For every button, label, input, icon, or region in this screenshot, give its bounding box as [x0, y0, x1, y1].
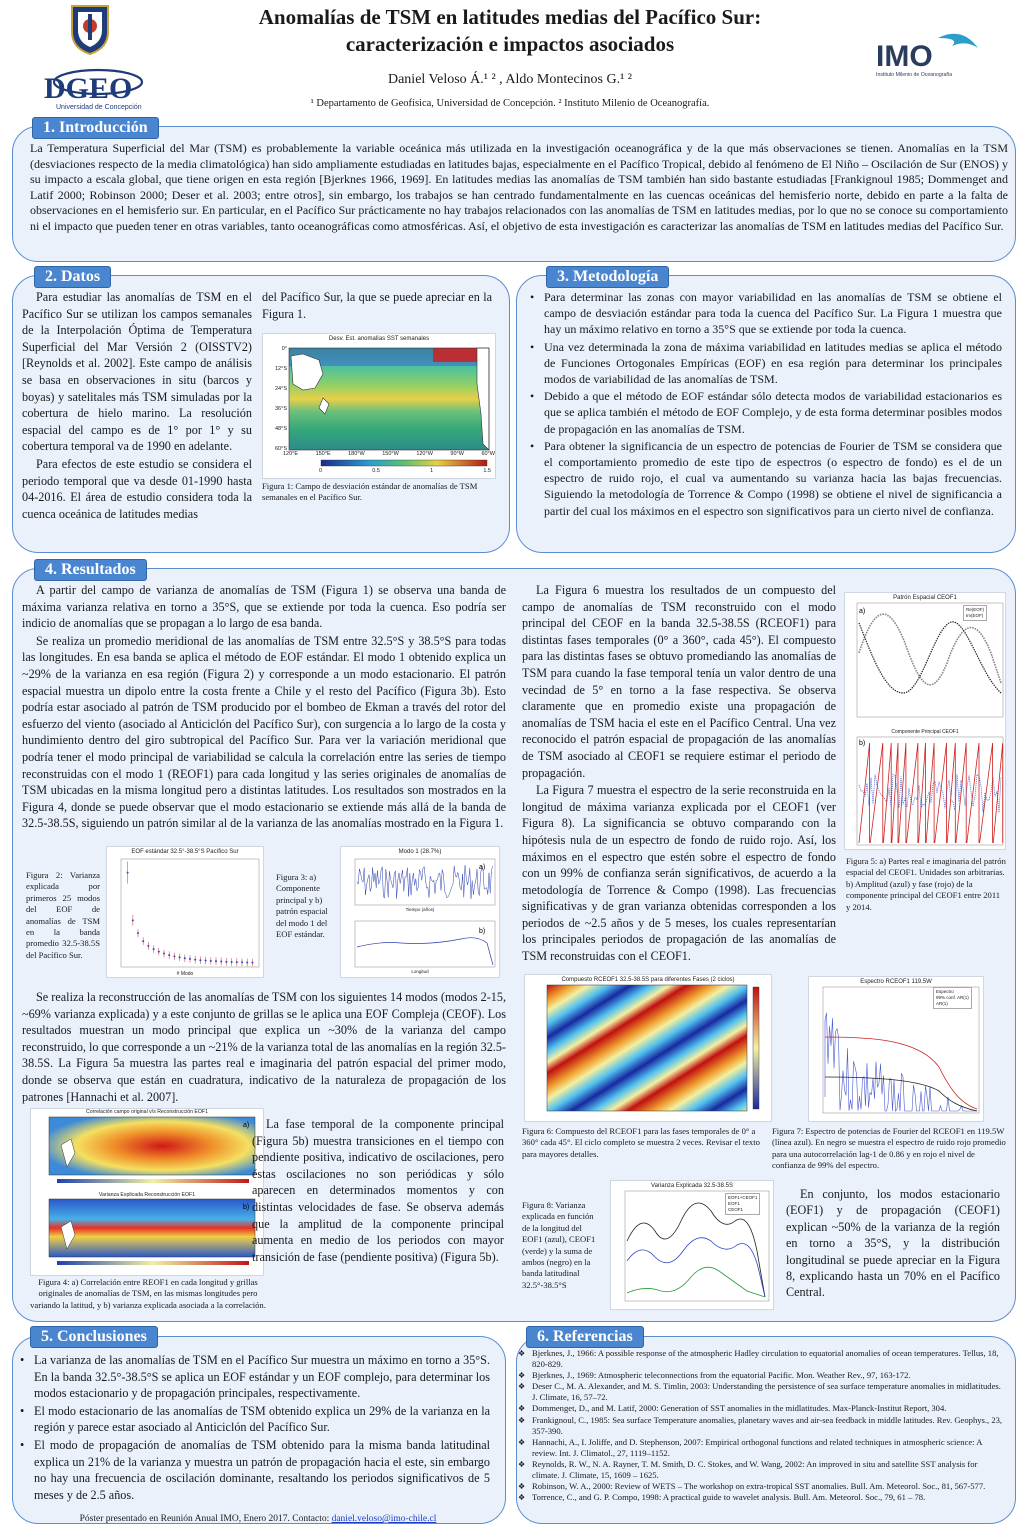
fig2-point	[205, 960, 207, 962]
fig1-cbar-tick: 0	[319, 468, 323, 474]
fig1-lat-tick: 60°S	[275, 446, 287, 452]
fig2-point	[168, 954, 170, 956]
title-line-2: caracterización e impactos asociados	[345, 32, 675, 56]
fig8-legend-item: EOF1+CEOF1	[728, 1195, 758, 1200]
fig5-title-a: Patrón Espacial CEOF1	[893, 595, 957, 601]
fig2-point	[147, 945, 149, 947]
fig2-plot	[107, 847, 265, 979]
resultados-p3: Se realiza la reconstrucción de las anomalías de TSM con los siguientes 14 modos (modos 2-15, ~69% varianza explicada) y a este conjunto de grillas se le aplica una EOF Compleja (CEOF). Los resultados muestran un modo principal que explica un ~30% de la varianza del campo reconstruido, lo que corresponde a un ~21% de la varianza total de las anomalías en la región 32.5-38.5S. La Figura 5a muestra las partes real e imaginaria del patrón espacial del primer modo, donde se observa que están en cuadratura, indicativo de la naturaleza de propagación de los patrones [Hannachi et al. 2007].	[22, 990, 506, 1104]
fig1-cbar-tick: 0.5	[372, 468, 380, 474]
reference-item: ❖ Robinson, W. A., 2000: Review of WETS – The workshop on extra-tropical SST anomalies. Bull. Am. Meteorol. Soc., 81, 567-577.	[518, 1481, 1006, 1492]
fig4-title-b: Varianza Explicada Reconstrucción EOF1	[98, 1192, 196, 1198]
fig8-title: Varianza Explicada 32.5-38.5S	[651, 1183, 733, 1189]
uc-crest-logo	[68, 2, 112, 56]
fig1-lat-tick: 48°S	[275, 426, 287, 432]
fig5-title-b: Componente Principal CEOF1	[891, 729, 959, 735]
metodologia-item: • Para determinar las zonas con mayor variabilidad en las anomalías de TSM se obtiene el campo de desviación estándar para toda la cuenca del Pacífico Sur. La Figura 1 muestra que hay un máximo relativo en torno a 35°S que se extiende por toda la cuenca.	[528, 289, 1002, 338]
fig1-cbar-tick: 1.5	[483, 468, 491, 474]
fig4-caption: Figura 4: a) Correlación entre REOF1 en cada longitud y grillas originales de anomalías de TSM, en las mismas longitudes pero variando la latitud, y b) varianza explicada asociada a la correlación.	[30, 1277, 266, 1310]
fig5-legend-item: Im(EOF)	[966, 613, 984, 618]
fig1-lat-tick: 0°	[281, 346, 287, 352]
dgeo-logo-subtext: Universidad de Concepción	[56, 104, 142, 111]
fig7-title: Espectro RCEOF1 119.5W	[860, 979, 932, 985]
fig1-cbar-tick: 1	[430, 468, 434, 474]
fig2-point	[225, 961, 227, 963]
footer-text: Póster presentado en Reunión Anual IMO, Enero 2017. Contacto:	[79, 1514, 332, 1524]
imo-logo-subtext: Instituto Milenio de Oceanografía	[876, 72, 953, 78]
resultados-p4: La fase temporal de la componente principal (Figura 5b) muestra transiciones en el tiempo con pendiente positiva, indicativo de oscilaciones, pero éstas oscilaciones no son periódicas y sólo aparecen en determinados momentos y con distintas velocidades de fase. Se observa además que la amplitud de la componente principal aumenta en medio de los periodos con mayor transición de fase (pendiente positiva) (Figura 5b).	[252, 1117, 504, 1264]
fig2-point	[215, 960, 217, 962]
reference-item: ❖ Reynolds, R. W., N. A. Rayner, T. M. Smith, D. C. Stokes, and W. Wang, 2002: An improved in situ and satellite SST analysis for climate. J. Climate, 15, 1609 – 1625.	[518, 1459, 1006, 1481]
fig1-lon-tick: 120°W	[416, 451, 433, 457]
svg-text:b): b)	[243, 1204, 250, 1211]
fig5-caption: Figura 5: a) Partes real e imaginaria del patrón espacial del CEOF1. Unidades son arbitrarias. b) Amplitud (azul) y fase (rojo) de la componente principal del CEOF1 entre 2011 y 2014.	[846, 856, 1006, 912]
fig2-point	[241, 961, 243, 963]
fig5-legend	[963, 605, 987, 621]
fig8-caption: Figura 8: Varianza explicada en función de la longitud del EOF1 (azul), CEOF1 (verde) y la suma de ambos (negro) en la banda latitudinal 32.5°-38.5°S	[522, 1200, 596, 1290]
fig8-legend-item: CEOF1	[728, 1207, 744, 1212]
fig1-lon-tick: 150°E	[315, 451, 331, 457]
fig2-point	[153, 948, 155, 950]
fig2-xlabel: # Modo	[176, 971, 194, 977]
fig6-title: Compuesto RCEOF1 32.5-38.5S para diferentes Fases (2 ciclos)	[561, 977, 735, 983]
figure-3	[340, 846, 500, 978]
fig2-point	[132, 919, 134, 921]
fig8-legend-item: EOF1	[728, 1201, 740, 1206]
reference-item: ❖ Deser C., M. A. Alexander, and M. S. Timlin, 2003: Understanding the persistence of sea surface temperature anomalies in midlatitudes. J. Climate, 16, 57–72.	[518, 1381, 1006, 1403]
fig2-point	[189, 958, 191, 960]
figure-1	[262, 333, 496, 479]
fig2-point	[184, 957, 186, 959]
fig1-lon-tick: 150°W	[382, 451, 399, 457]
fig2-point	[127, 872, 129, 874]
imo-logo	[874, 30, 984, 80]
svg-text:b): b)	[859, 740, 866, 747]
datos-p2: Para efectos de este estudio se considera el periodo temporal que va desde 01-1990 hasta 04-2016. El área de estudio considera toda la cuenca oceánica de latitudes medias	[22, 456, 252, 521]
fig1-lat-tick: 24°S	[275, 386, 287, 392]
imo-logo-text: IMO	[876, 40, 933, 73]
figure-2	[106, 846, 264, 978]
fig1-lon-tick: 60°W	[481, 451, 495, 457]
svg-text:a): a)	[243, 1122, 250, 1129]
figure-4	[30, 1108, 264, 1276]
fig2-caption: Figura 2: Varianza explicada por primeros 25 modos del EOF de anomalías de TSM en la banda promedio 32.5-38.5S del Pacífico Sur.	[26, 870, 100, 960]
conclusion-item: • El modo de propagación de anomalías de TSM obtenido para la misma banda latitudinal explica un 21% de la varianza y muestra un patrón de propagación hacia el este, sin embargo no hay una frecuencia de oscilación dominante, resaltando los periodos significativos de 5 meses y de 2.5 años.	[18, 1437, 490, 1503]
fig2-title: EOF estándar 32.5°-38.5°S Pacífico Sur	[131, 849, 239, 855]
footer-email-link[interactable]: daniel.veloso@imo-chile.cl	[331, 1514, 437, 1524]
fig1-caption: Figura 1: Campo de desviación estándar de anomalías de TSM semanales en el Pacífico Sur.	[262, 481, 478, 503]
reference-item: ❖ Bjerknes, J., 1966: A possible response of the atmospheric Hadley circulation to equatorial anomalies of ocean temperatures. Tellus, 18, 820-829.	[518, 1348, 1006, 1370]
fig7-legend-item: 99% conf. AR(1)	[936, 995, 969, 1000]
fig5-legend-item: Re(EOF)	[966, 607, 984, 612]
fig2-point	[194, 959, 196, 961]
fig2-point	[179, 956, 181, 958]
referencias-list	[518, 1348, 1006, 1503]
fig1-cbar-ticks	[319, 468, 491, 476]
intro-heading: 1. Introducción	[32, 117, 159, 139]
referencias-heading: 6. Referencias	[526, 1326, 644, 1348]
dgeo-logo	[40, 64, 144, 112]
metodologia-list	[528, 289, 1002, 520]
svg-text:b): b)	[479, 928, 486, 935]
affiliations: ¹ Departamento de Geofísica, Universidad de Concepción. ² Instituto Milenio de Oceanografía.	[310, 98, 710, 109]
resultados-left-text	[22, 582, 506, 833]
conclusiones-list	[18, 1352, 490, 1504]
authors: Daniel Veloso Á.¹ ² , Aldo Montecinos G.¹ ²	[387, 72, 632, 87]
resultados-p2: Se realiza un promedio meridional de las anomalías de TSM entre 32.5°S y 38.5°S para todas las longitudes. En esa banda se aplica el método de EOF estándar. El modo 1 obtenido explica un ~29% de la varianza en esa región (Figura 2) y corresponde a un modo estacionario. El patrón espacial muestra un dipolo entre la costa frente a Chile y el resto del Pacífico (Figura 3b). Esto podría estar asociado al patrón de TSM producido por el bombeo de Ekman a través del rotor del esfuerzo del viento (asociado al Anticiclón del Pacífico Sur), con surgencia a lo largo de la costa y hundimiento dentro del giro subtropical del Pacífico Sur. Para ver la variación meridional que podría tener el modo principal de variabilidad se calcula la correlación entre las series de tiempo reconstruidas con el modo 1 (REOF1) para cada longitud y las series originales de anomalías de TSM ubicadas en la misma longitud pero a distintas latitudes. Los resultados son mostrados en la Figura 4, donde se puede observar que el modo estacionario se extiende más allá de la banda de 32.5-38.5S, siguiendo un patrón similar al de la varianza de las anomalías mostrado en la Figura 1.	[22, 633, 506, 831]
figure-6	[524, 974, 772, 1122]
reference-item: ❖ Torrence, C., and G. P. Compo, 1998: A practical guide to wavelet analysis. Bull. Am. Meteorol. Soc., 79, 61 – 78.	[518, 1492, 1006, 1503]
figure-7	[808, 976, 984, 1122]
reference-item: ❖ Bjerknes, J., 1969: Atmospheric teleconnections from the equatorial Pacific. Mon. Weather Rev., 97, 163-172.	[518, 1370, 1006, 1381]
metodologia-heading: 3. Metodología	[546, 266, 669, 288]
metodologia-item: • Una vez determinada la zona de máxima variabilidad en latitudes medias se aplica el método de Funciones Ortogonales Empíricas (EOF) en esa región para determinar los principales modos de variabilidad de las anomalías de TSM.	[528, 339, 1002, 388]
fig1-lon-tick: 120°E	[283, 451, 299, 457]
fig2-point	[231, 961, 233, 963]
metodologia-item: • Para obtener la significancia de un espectro de potencias de Fourier de TSM se considera que el comportamiento promedio de este tipo de espectros (o espectro de fondo) es el de un espectro de ruido rojo, el cual va aumentando su varianza hacia las bajas frecuencias. Siguiendo la metodología de Torrence & Compo (1998) se obtiene el nivel de significancia a partir del cual los máximos en el espectro son significativos para un cierto nivel de confianza.	[528, 438, 1002, 519]
fig1-lat-ticks	[265, 346, 287, 454]
fig1-lon-tick: 90°W	[450, 451, 464, 457]
footer-contact	[18, 1514, 498, 1524]
fig2-point	[246, 961, 248, 963]
figure-5	[844, 592, 1006, 850]
fig2-point	[236, 961, 238, 963]
datos-heading: 2. Datos	[34, 266, 111, 288]
fig3-title: Modo 1 (28.7%)	[398, 849, 442, 855]
dgeo-logo-text: DGEO	[44, 72, 133, 105]
fig1-lat-tick: 36°S	[275, 406, 287, 412]
fig2-point	[137, 932, 139, 934]
fig1-title: Desv. Est. anomalías SST semanales	[328, 336, 430, 342]
conclusiones-heading: 5. Conclusiones	[30, 1326, 158, 1348]
reference-item: ❖ Frankignoul, C., 1985: Sea surface Temperature anomalies, planetary waves and air-sea feedback in middle latitudes. Rev. Geophys., 23, 357-390.	[518, 1415, 1006, 1437]
fig7-legend-item: Espectro	[936, 989, 954, 994]
datos-p1: Para estudiar las anomalías de TSM en el Pacífico Sur se utilizan los campos semanales de la Interpolación Óptima de Temperatura Superficial del Mar Versión 2 (OISSTV2) [Reynolds et al. 2002]. Este campo de análisis se basa en observaciones in situ (barcos y boyas) y satelitales más TSM simuladas por la cobertura de hielo marino. La resolución espacial del campo es de 1° por 1° y su cobertura temporal va de 1990 en adelante.	[22, 290, 252, 454]
resultados-right-p1: La Figura 6 muestra los resultados de un compuesto del campo de anomalías de TSM reconstruido con el modo principal del CEOF en la banda 32.5-38.5S (RCEOF1) para distintas fases temporales (0° a 360°, cada 45°). El compuesto para las distintas fases se obtuvo promediando las anomalías de TSM para cuando la fase temporal tenía un valor dentro de una vecindad de 5° en torno a la fase respectiva. Se observa claramente que en promedio existe una propagación de anomalías de TSM hacia el este en el Pacífico Central. Una vez reconocido el patrón espacial de propagación de las anomalías de TSM asociado al CEOF1 se requiere estimar el periodo de propagación.	[522, 583, 836, 780]
reference-item: ❖ Dommenget, D., and M. Latif, 2000: Generation of SST anomalies in the midlatitudes. Max-Planck-Institut Report, 304.	[518, 1403, 1006, 1414]
svg-text:a): a)	[479, 864, 486, 871]
title-line-1: Anomalías de TSM en latitudes medias del Pacífico Sur:	[258, 5, 762, 29]
fig6-caption: Figura 6: Compuesto del RCEOF1 para las fases temporales de 0° a 360° cada 45°. El ciclo completo se muestra 2 veces. Revisar el texto para mayores detalles.	[522, 1126, 760, 1159]
resultados-heading: 4. Resultados	[34, 559, 147, 581]
fig8-legend	[725, 1193, 760, 1215]
fig3-xlabel-a: Tiempo (años)	[405, 907, 435, 912]
fig1-lon-tick: 180°W	[348, 451, 365, 457]
fig1-lat-tick: 12°S	[275, 366, 287, 372]
fig1-lon-ticks	[283, 451, 495, 459]
reference-item: ❖ Hannachi, A., I. Joliffe, and D. Stephenson, 2007: Empirical orthogonal functions and related techniques in atmospheric science: A review. Int. J. Climatol., 27, 1119–1152.	[518, 1437, 1006, 1459]
svg-text:a): a)	[859, 608, 866, 615]
conclusion-item: • La varianza de las anomalías de TSM en el Pacífico Sur muestra un máximo en torno a 35°S. En la banda 32.5°-38.5°S se aplica un EOF estándar y un EOF complejo, para determinar los modos estacionario y de propagación principales, respectivamente.	[18, 1352, 490, 1402]
resultados-p1: A partir del campo de varianza de anomalías de TSM (Figura 1) se observa una banda de máxima varianza relativa en torno a 35°S, que se extiende por toda la cuenca. Eso podría ser indicio de anomalías que se propagan a lo largo de esa banda.	[22, 583, 506, 631]
fig2-point	[210, 960, 212, 962]
fig3-xlabel-b: Longitud	[411, 969, 429, 974]
datos-p3: del Pacífico Sur, la que se puede apreciar en la Figura 1.	[262, 290, 492, 321]
fig2-point	[220, 960, 222, 962]
resultados-right-text	[522, 582, 836, 966]
poster-title	[150, 4, 870, 58]
fig2-point	[142, 940, 144, 942]
figure-8	[610, 1180, 774, 1310]
conclusion-item: • El modo estacionario de las anomalías de TSM obtenido explica un 29% de la varianza en la región y parece estar asociado al Anticiclón del Pacífico Sur.	[18, 1403, 490, 1436]
fig4-title-a: Correlación campo original v/s Reconstrucción EOF1	[86, 1109, 208, 1115]
fig2-point	[173, 955, 175, 957]
fig2-point	[199, 959, 201, 961]
metodologia-item: • Debido a que el método de EOF estándar sólo detecta modos de variabilidad estacionarios es que se aplica también el método de EOF Complejo, y de esta forma determinar posibles modos de propagación en las anomalías de TSM.	[528, 388, 1002, 437]
datos-text-left	[22, 289, 252, 523]
fig2-point	[251, 962, 253, 964]
fig7-legend	[933, 987, 972, 1009]
intro-text: La Temperatura Superficial del Mar (TSM) es probablemente la variable oceánica más utilizada en la investigación oceanográfica y de la que más observaciones se tienen. Anomalías en la TSM (desviaciones respecto de la media climatológica) han sido ampliamente estudiadas en latitudes bajas, especialmente en el Pacífico Tropical, debido al fenómeno de El Niño – Oscilación de Sur (ENOS) y su impacto a escala global, que tiene origen en esta región [Bjerknes 1966, 1969]. En latitudes medias las anomalías de TSM también han sido bastante estudiadas [Frankignoul 1985; Dommenget and Latif 2000; Robinson 2000; Deser et al. 2003; entre otros], sin embargo, los trabajos se han centrado fundamentalmente en las cuencas oceánicas del hemisferio norte, debido en parte a la falta de observaciones en el hemisferio sur. En particular, en el Pacífico Sur prácticamente no hay trabajos relacionados con las anomalías de TSM en latitudes medias, por lo que no se conoce su comportamiento ni el impacto que pueden tener en otras variables, tanto oceanográficas como atmosféricas. Así, el objetivo de esta investigación es caracterizar las anomalías de TSM en latitudes medias del Pacífico Sur.	[30, 141, 1008, 233]
fig3-caption: Figura 3: a) Componente principal y b) patrón espacial del modo 1 del EOF estándar.	[276, 872, 328, 940]
resultados-final: En conjunto, los modos estacionario (EOF1) y de propagación (CEOF1) explican ~50% de la varianza de la región en torno a 35°S, y la distribución longitudinal se puede apreciar en la Figura 8, explicando hasta un 70% en el Pacífico Central.	[786, 1187, 1000, 1300]
fig2-point	[158, 951, 160, 953]
resultados-right-p2: La Figura 7 muestra el espectro de la serie reconstruida en la longitud de máxima varianza explicada por el CEOF1 (ver Figura 8). La significancia se obtuvo comparando con la hipótesis nula de un espectro de fondo de ruido rojo. Así, los máximos en el espectro que estén sobre el espectro de fondo con un 99% de confianza serán significativos, de acuerdo a la metodología de Torrence & Compo (1998). Las frecuencias significativas y de gran varianza obtenidas corresponden a los periodos de ~2.5 años y de 5 meses, los cuales representarían los principales periodos de propagación de las anomalías de TSM reconstruidas con el CEOF1.	[522, 783, 836, 964]
fig7-legend-item: AR(1)	[936, 1001, 948, 1006]
fig2-point	[163, 953, 165, 955]
fig7-caption: Figura 7: Espectro de potencias de Fourier del RCEOF1 en 119.5W (línea azul). En negro se muestra el espectro de ruido rojo promedio para una autocorrelación lag-1 de 0.86 y en rojo el nivel de confianza de 99% del espectro.	[772, 1126, 1006, 1171]
